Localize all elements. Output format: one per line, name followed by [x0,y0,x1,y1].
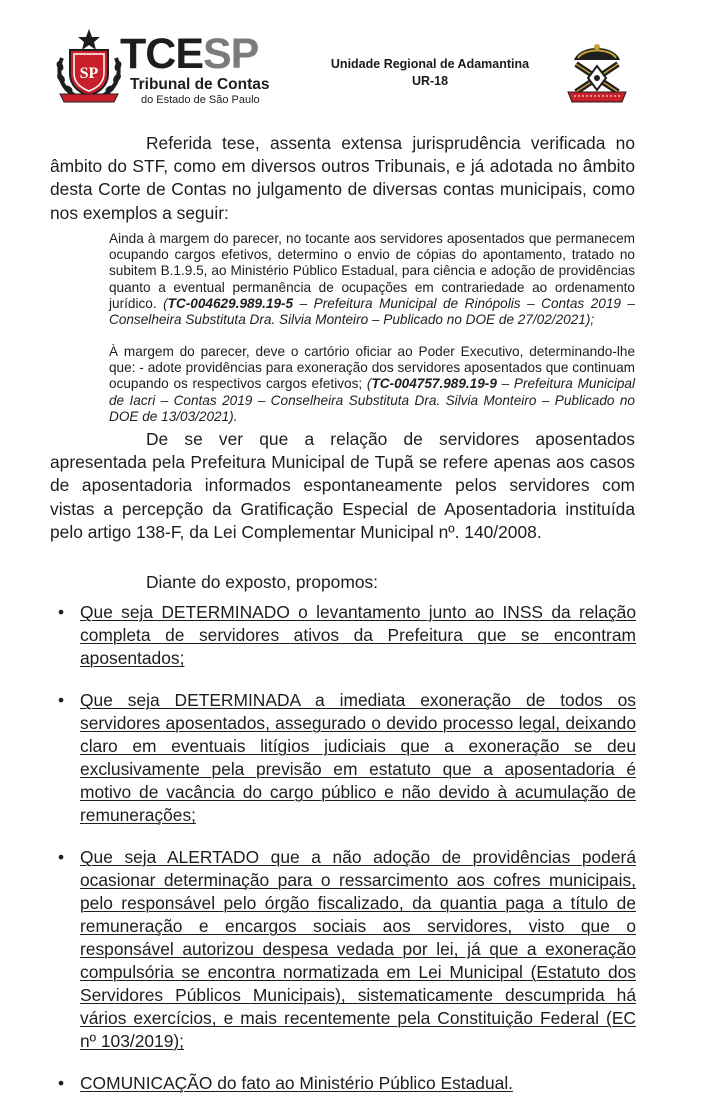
paragraph-proposals-intro [50,571,635,594]
proposal-text: Que seja DETERMINADA a imediata exoneração de todos os servidores aposentados, assegurado o devido processo legal, deixando claro em eventuais litígios judiciais que a exoneração se deu exclusivamente pela previsão em estatuto que a aposentadoria é motivo de vacância do cargo público e não devido à acumulação de remunerações; [80,690,636,825]
bullet-icon: • [57,1073,65,1093]
paragraph-jurisprudence [50,132,635,225]
logo-wordmark [120,30,259,78]
quotation-rinopolis-reference: (TC-004629.989.19-5 – Prefeitura Municipal de Rinópolis – Contas 2019 – Conselheira Substituta Dra. Silvia Monteiro – Publicado no DOE de 27/02/2021); [109,295,635,328]
paragraph-tupa-text: De se ver que a relação de servidores aposentados apresentada pela Prefeitura Municipal de Tupã se refere apenas aos casos de aposentadoria informados espontaneamente pelos servidores com vistas a percepção da Gratificação Especial de Aposentadoria instituída pelo artigo 138-F, da Lei Complementar Municipal nº. 140/2008. [50,429,635,542]
proposal-text: Que seja ALERTADO que a não adoção de providências poderá ocasionar determinação para o ressarcimento aos cofres municipais, pelo responsável pelo órgão fiscalizado, da quantia paga a título de remuneração e encargos sociais aos servidores, visto que o responsável autorizou despesa vedada por lei, já que a exoneração compulsória se encontra normatizada em Lei Municipal (Estatuto dos Servidores Públicos Municipais), sistematicamente descumprida há vários exercícios, e mais recentemente pela Constituição Federal (EC nº 103/2019); [80,847,636,1051]
quotation-iacri [109,344,635,425]
regional-unit-emblem-icon [562,38,632,104]
quotation-iacri-text: À margem do parecer, deve o cartório oficiar ao Poder Executivo, determinando-lhe que: - adote providências para exoneração dos servidores aposentados que continuam ocupando os respectivos cargos efetivos; [109,344,635,392]
proposals-list [56,601,636,1114]
case-number-iacri: TC-004757.989.19-9 [371,376,497,392]
paragraph-jurisprudence-text: Referida tese, assenta extensa jurisprudência verificada no âmbito do STF, como em diversos outros Tribunais, e já adotada no âmbito desta Corte de Contas no julgamento de diversas contas municipais, como nos exemplos a seguir: [50,133,635,223]
sao-paulo-coat-of-arms-icon [54,28,124,104]
unit-code: UR-18 [411,74,449,88]
logo-tribunal-text: Tribunal de Contas [130,76,270,93]
quotation-iacri-reference: (TC-004757.989.19-9 – Prefeitura Municipal de Iacri – Contas 2019 – Conselheira Substituta Dra. Silvia Monteiro – Publicado no DOE de 13/03/2021). [109,376,635,424]
regional-unit-heading [300,56,560,90]
tcesp-logo [54,26,294,106]
list-item [56,689,636,827]
logo-estado-text: do Estado de São Paulo [141,94,260,106]
bullet-icon: • [57,847,65,867]
bullet-icon: • [57,602,65,622]
logo-wordmark-sp: SP [203,30,259,78]
page-header [0,0,701,112]
paragraph-tupa [50,428,635,544]
unit-name: Unidade Regional de Adamantina [330,57,530,71]
paragraph-proposals-intro-text: Diante do exposto, propomos: [146,572,379,592]
list-item [56,1072,636,1095]
proposal-text: COMUNICAÇÃO do fato ao Ministério Público Estadual. [80,1073,514,1093]
bullet-icon: • [57,690,65,710]
proposal-text: Que seja DETERMINADO o levantamento junto ao INSS da relação completa de servidores ativos da Prefeitura que se encontram aposentados; [80,602,636,668]
case-number-rinopolis: TC-004629.989.19-5 [167,295,294,311]
quotation-rinopolis [109,231,635,328]
logo-wordmark-tce: TCE [120,30,203,78]
list-item [56,846,636,1053]
list-item [56,601,636,670]
shield-letters: SP [79,65,99,82]
quotation-rinopolis-text: Ainda à margem do parecer, no tocante aos servidores aposentados que permanecem ocupando cargos efetivos, determino o envio de cópias do apontamento, tratado no subitem B.1.9.5, ao Ministério Público Estadual, para ciência e adoção de providências quanto a eventual permanência de ocupações em contrariedade ao ordenamento jurídico. [109,231,635,311]
